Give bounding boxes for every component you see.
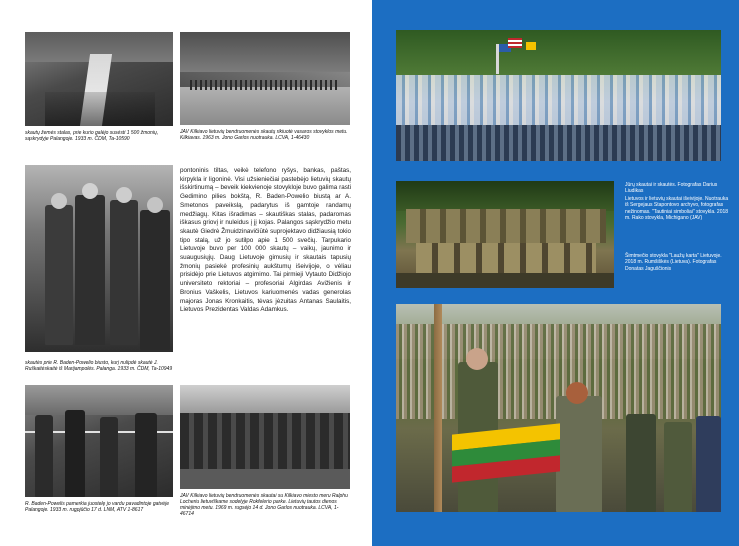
photo-sea-scouts [396,30,721,161]
caption-scout-table: skautų žemės stalas, prie kurio galėjo susėsti 1 500 žmonių, sąskrydyje Palangoje. 1933 m. ČDM, Ta-10590 [25,130,159,142]
photo-scouts-bust [25,165,173,352]
photo-scouts-abroad [396,181,614,288]
caption-scout-lineup: JAV Kilkiavo lietuvių bendruomenės skautų rikiuotė vasaros stovyklos metu. Kilkiavas. 1963 m. Jono Garlos nuotrauka. LCVA, 1-46430 [180,129,348,141]
right-page [372,0,739,546]
article-body: pontoninis tiltas, veikė telefono ryšys, bankas, paštas, kirpykla ir ligoninė. Visi užsieniečiai pastebėjo lietuvių skautų išskirtinumą – beveik kiekvienoje stovykloje buvo galima rasti Gedimino pilies bokštą, R. Baden-Powelio biustą ar A. Smetonos paveikslą, padarytus iš gamtoje randamų medžiagų. Kitas išradimas – skautiškas stalas, padaromas iškasus griovį ir nuleidus į jį kojas. Palangos sąskrydžio metu skautė Giedrė Žmuidzinavičiūtė suprojektavo didžiausią tokio tipo stalą, už jo sutilpo apie 1 500 svečių. Tarpukario Lietuvoje buvo per 100 000 skautų – vaikų, jaunimo ir suaugusiųjų. Daug Lietuvoje gimusių ir skautais tapusių žmonių pasiekė profesinių aukštumų išeivijoje, o vėliau prisidėjo prie Lietuvos atgimimo. Tai pirmieji Vytauto Didžiojo universiteto rektoriai – profesoriai Algirdas Avižienis ir Bronius Vaškelis, Lietuvos kariuomenės vadas generolas majoras Jonas Kronkaitis, tėvas jėzuitas Antanas Saulaitis, Lietuvos Prezidentas Valdas Adamkus. [180,167,351,314]
photo-scouts-mayor [180,385,350,489]
caption-centenary-camp: Šimtmečio stovykla "Laužų karta" Lietuvoje. 2018 m. Rumšiškės (Lietuva). Fotografas Donatas Jaguščionis [625,253,722,272]
caption-scouts-bust: skautės prie R. Baden-Powelio biusto, kurį nulipdė skautė J. Ruškaitėskaitė iš Marijampolės. Palanga. 1933 m. ČDM, Ta-10949 [25,360,173,372]
photo-ribbon-ceremony [25,385,173,497]
caption-scouts-abroad: Lietuvos ir lietuvių skautai išeivijoje. Nuotrauka iš Sergejaus Stapontovo archyvo, fotografas nežinomas. "Tautiniai simboliai" stovykla. 2018 m. Rako stovykla, Michigano (JAV) [625,196,729,221]
photo-scout-lineup [180,32,350,125]
caption-ribbon-ceremony: R. Baden-Powelis pamerkia juostelę jo vardu pavadintoje gatvėje Palangoje. 1933 m. rugpjūčio 17 d. LNM, ATV 1-8617 [25,501,169,513]
caption-scouts-mayor: JAV Kilkiavo lietuvių bendruomenės skautai su Kilkiavo miesto meru Ralphu Locheriu lietuviškame sodelyje Rokfelerio parke. Lietuvių tautos dienos minėjimo metu. 1969 m. rugsėjo 14 d. Jono Garlos nuotrauka. LCVA, 1-46714 [180,493,348,517]
photo-scout-table [25,32,173,126]
caption-sea-scouts: Jūrų skautai ir skautės. Fotografas Darius Liudikas [625,182,718,195]
photo-centenary-camp [396,304,721,512]
lithuanian-flag [452,423,560,482]
